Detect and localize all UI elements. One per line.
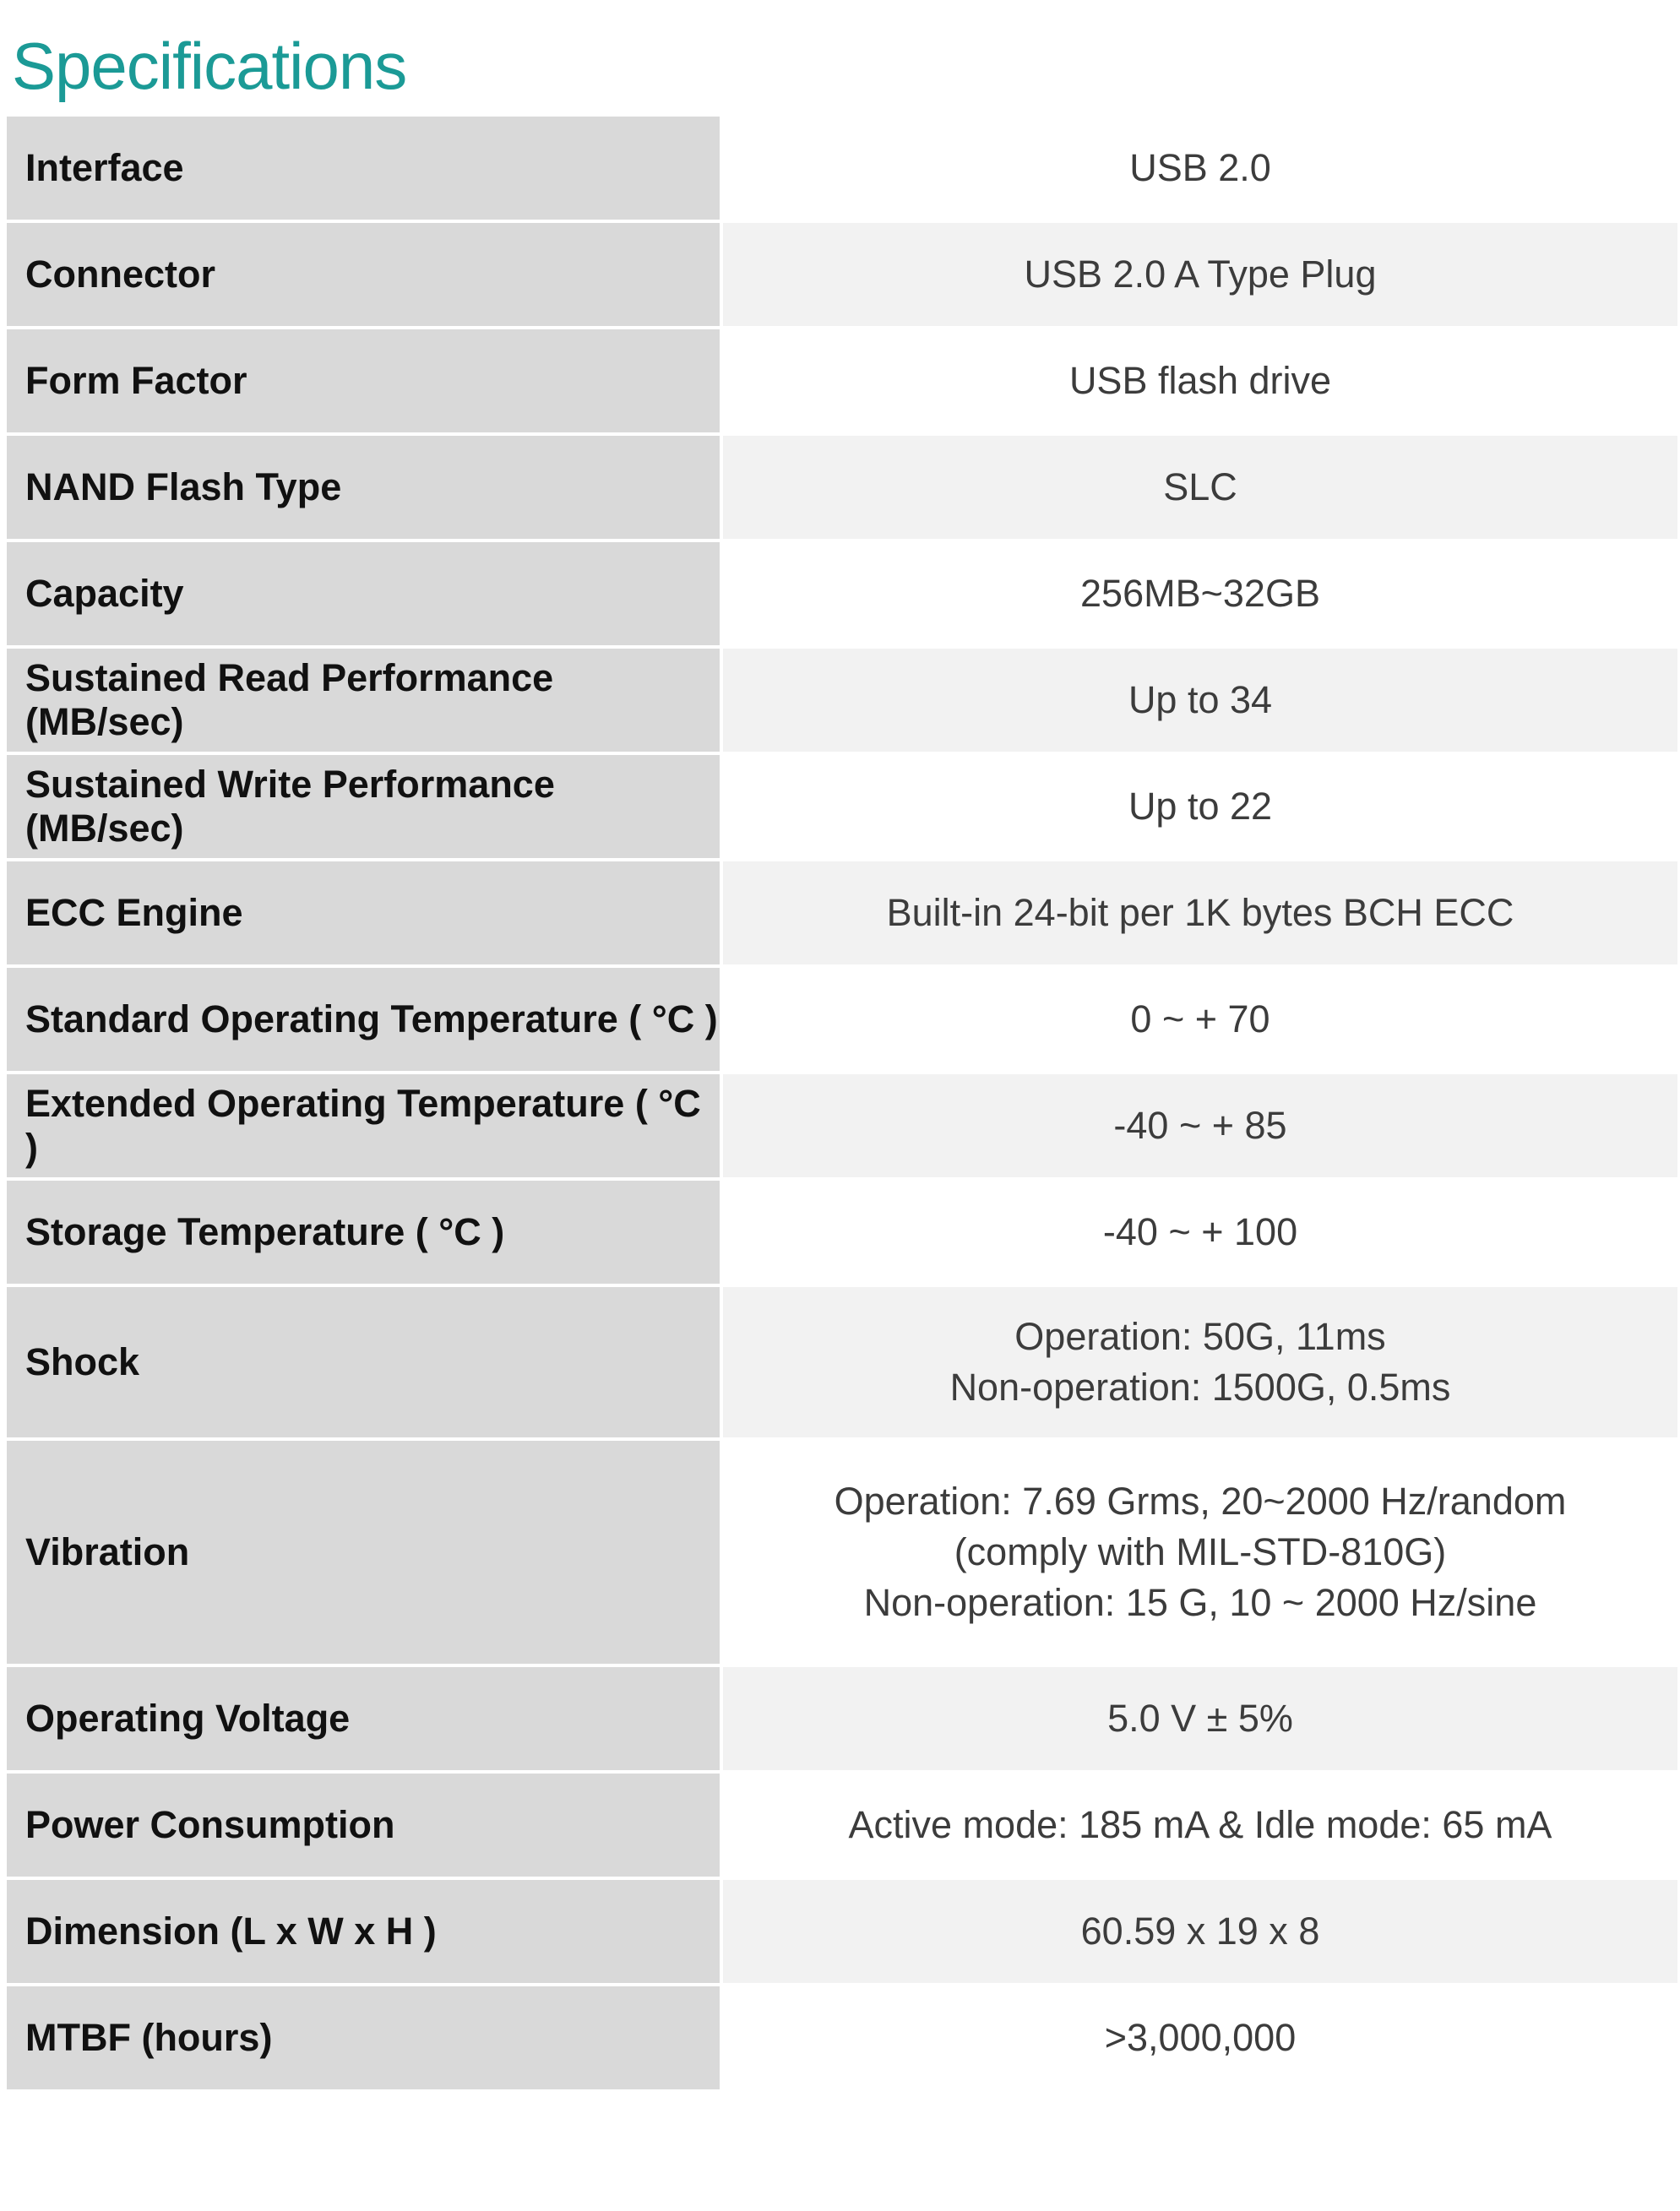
table-row xyxy=(5,1179,1679,1285)
spec-label: ECC Engine xyxy=(5,860,721,966)
spec-value-line: 256MB~32GB xyxy=(1080,572,1320,616)
spec-value xyxy=(721,1878,1679,1985)
table-row xyxy=(5,328,1679,434)
spec-value-line: >3,000,000 xyxy=(1104,2016,1297,2060)
spec-value xyxy=(721,860,1679,966)
spec-label: Operating Voltage xyxy=(5,1665,721,1772)
spec-value-line: Operation: 50G, 11ms xyxy=(1014,1315,1386,1359)
table-row xyxy=(5,541,1679,647)
spec-value xyxy=(721,221,1679,328)
spec-value-line: Up to 22 xyxy=(1128,785,1273,828)
spec-value-line: USB 2.0 xyxy=(1129,146,1271,190)
spec-value-line: Up to 34 xyxy=(1128,678,1273,722)
table-row xyxy=(5,647,1679,753)
spec-value-line: (comply with MIL-STD-810G) xyxy=(954,1530,1447,1574)
spec-value xyxy=(721,1665,1679,1772)
spec-value xyxy=(721,541,1679,647)
spec-value xyxy=(721,1772,1679,1878)
spec-label: MTBF (hours) xyxy=(5,1985,721,2091)
spec-value-line: USB 2.0 A Type Plug xyxy=(1024,253,1377,296)
spec-value-line: Non-operation: 15 G, 10 ~ 2000 Hz/sine xyxy=(863,1580,1537,1624)
spec-value xyxy=(721,1179,1679,1285)
table-row xyxy=(5,434,1679,541)
spec-value-line: -40 ~ + 100 xyxy=(1102,1210,1298,1254)
spec-label: Storage Temperature ( °C ) xyxy=(5,1179,721,1285)
table-row xyxy=(5,1985,1679,2091)
specifications-table xyxy=(3,113,1680,2093)
spec-value-line: 5.0 V ± 5% xyxy=(1107,1697,1293,1741)
table-row xyxy=(5,1878,1679,1985)
spec-value-line: Non-operation: 1500G, 0.5ms xyxy=(949,1366,1451,1409)
spec-value-line: Built-in 24-bit per 1K bytes BCH ECC xyxy=(886,891,1514,935)
spec-label: Interface xyxy=(5,115,721,221)
spec-label: Shock xyxy=(5,1285,721,1439)
spec-label: Capacity xyxy=(5,541,721,647)
spec-label: Power Consumption xyxy=(5,1772,721,1878)
table-row xyxy=(5,115,1679,221)
spec-label: Extended Operating Temperature ( °C ) xyxy=(5,1073,721,1179)
spec-value-line: USB flash drive xyxy=(1068,359,1332,403)
spec-value-line: 60.59 x 19 x 8 xyxy=(1080,1910,1320,1953)
spec-label: Connector xyxy=(5,221,721,328)
table-row xyxy=(5,1285,1679,1439)
spec-value xyxy=(721,1285,1679,1439)
spec-value xyxy=(721,1439,1679,1665)
spec-value-line: Operation: 7.69 Grms, 20~2000 Hz/random xyxy=(834,1480,1567,1524)
table-row xyxy=(5,966,1679,1073)
table-row xyxy=(5,221,1679,328)
spec-value-line: 0 ~ + 70 xyxy=(1130,997,1270,1041)
spec-label: Sustained Write Performance (MB/sec) xyxy=(5,753,721,860)
spec-value-line: -40 ~ + 85 xyxy=(1113,1104,1287,1148)
spec-value-line: Active mode: 185 mA & Idle mode: 65 mA xyxy=(848,1803,1552,1847)
spec-value xyxy=(721,753,1679,860)
specifications-table-body xyxy=(5,115,1679,2091)
spec-value xyxy=(721,115,1679,221)
spec-label: Dimension (L x W x H ) xyxy=(5,1878,721,1985)
spec-value xyxy=(721,647,1679,753)
spec-label: Standard Operating Temperature ( °C ) xyxy=(5,966,721,1073)
table-row xyxy=(5,1665,1679,1772)
spec-label: Form Factor xyxy=(5,328,721,434)
spec-value-line: SLC xyxy=(1163,465,1237,509)
spec-value xyxy=(721,328,1679,434)
page-title: Specifications xyxy=(12,29,407,103)
spec-value xyxy=(721,1073,1679,1179)
table-row xyxy=(5,860,1679,966)
spec-value xyxy=(721,434,1679,541)
spec-label: NAND Flash Type xyxy=(5,434,721,541)
spec-label: Vibration xyxy=(5,1439,721,1665)
table-row xyxy=(5,1772,1679,1878)
table-row xyxy=(5,1439,1679,1665)
table-row xyxy=(5,753,1679,860)
table-row xyxy=(5,1073,1679,1179)
spec-label: Sustained Read Performance (MB/sec) xyxy=(5,647,721,753)
spec-value xyxy=(721,966,1679,1073)
spec-value xyxy=(721,1985,1679,2091)
